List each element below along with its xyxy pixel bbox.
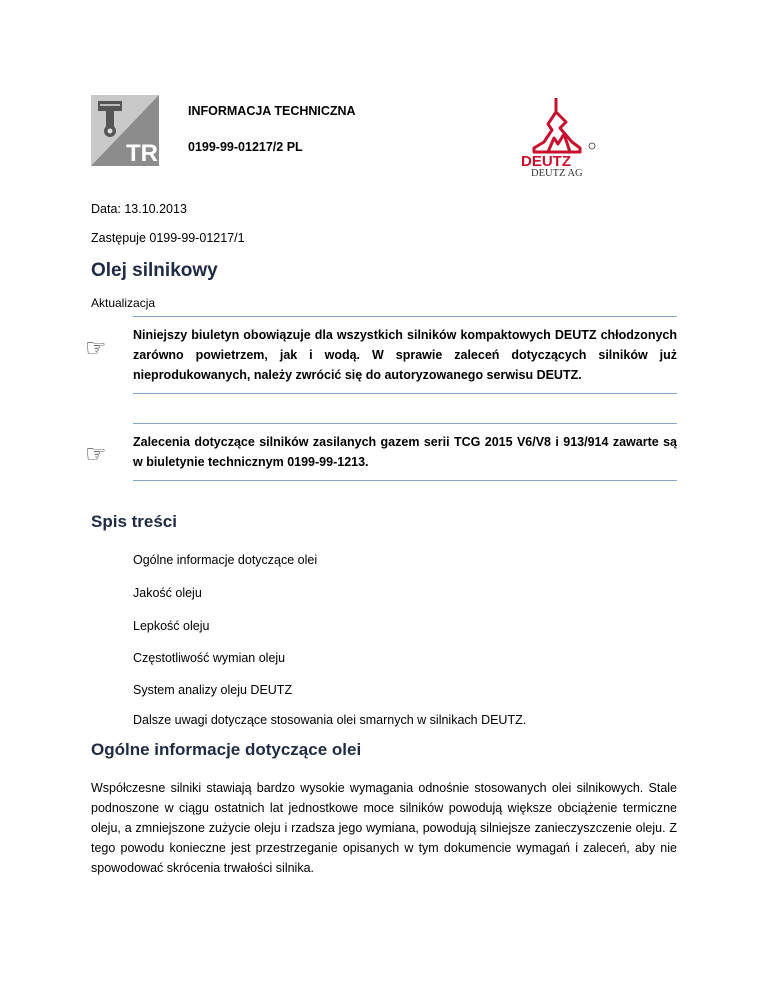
toc-item[interactable]: Dalsze uwagi dotyczące stosowania olei smarnych w silnikach DEUTZ. bbox=[133, 713, 527, 727]
pointing-hand-icon: ☞ bbox=[85, 334, 107, 362]
document-date: Data: 13.10.2013 bbox=[91, 202, 187, 216]
page-title: Olej silnikowy bbox=[91, 260, 218, 281]
page-subtitle: Aktualizacja bbox=[91, 296, 156, 310]
notice-box: Zalecenia dotyczące silników zasilanych gazem serii TCG 2015 V6/V8 i 913/914 zawarte są w biuletynie technicznym 0199-99-1213. bbox=[133, 423, 677, 481]
deutz-flame-icon bbox=[534, 98, 580, 152]
toc-item[interactable]: Jakość oleju bbox=[133, 586, 202, 600]
tr-logo bbox=[91, 95, 159, 166]
replaces-document: Zastępuje 0199-99-01217/1 bbox=[91, 231, 245, 245]
company-name: DEUTZ AG bbox=[531, 168, 583, 179]
toc-item[interactable]: Częstotliwość wymian oleju bbox=[133, 651, 286, 665]
tr-logo-text: TR bbox=[126, 140, 158, 166]
notice-box: Niniejszy biuletyn obowiązuje dla wszystkich silników kompaktowych DEUTZ chłodzonych zarówno powietrzem, jak i wodą. W sprawie zaleceń dotyczących silników już nieprodukowanych, należy zwrócić się do autoryzowanego serwisu DEUTZ. bbox=[133, 316, 677, 394]
toc-item[interactable]: System analizy oleju DEUTZ bbox=[133, 683, 293, 697]
section-heading: Ogólne informacje dotyczące olei bbox=[91, 740, 362, 759]
header-info bbox=[188, 104, 356, 176]
deutz-wordmark: DEUTZ bbox=[521, 153, 571, 170]
toc-heading: Spis treści bbox=[91, 512, 177, 531]
pointing-hand-icon: ☞ bbox=[85, 440, 107, 468]
document-number: 0199-99-01217/2 PL bbox=[188, 140, 303, 154]
toc-item[interactable]: Lepkość oleju bbox=[133, 619, 210, 633]
document-type: INFORMACJA TECHNICZNA bbox=[188, 104, 356, 118]
toc-item[interactable]: Ogólne informacje dotyczące olei bbox=[133, 553, 318, 567]
section-paragraph: Współczesne silniki stawiają bardzo wysokie wymagania odnośnie stosowanych olei silnikowych. Stale podnoszone w ciągu ostatnich lat jednostkowe moce silników powodują większe obciążenie termiczne oleju, a zmniejszone zużycie oleju i rzadsza jego wymiana, powodują silniejsze zanieczyszczenie oleju. Z tego powodu konieczne jest przestrzeganie opisanych w tym dokumencie wymagań i zaleceń, aby nie spowodować skrócenia trwałości silnika. bbox=[91, 781, 677, 875]
